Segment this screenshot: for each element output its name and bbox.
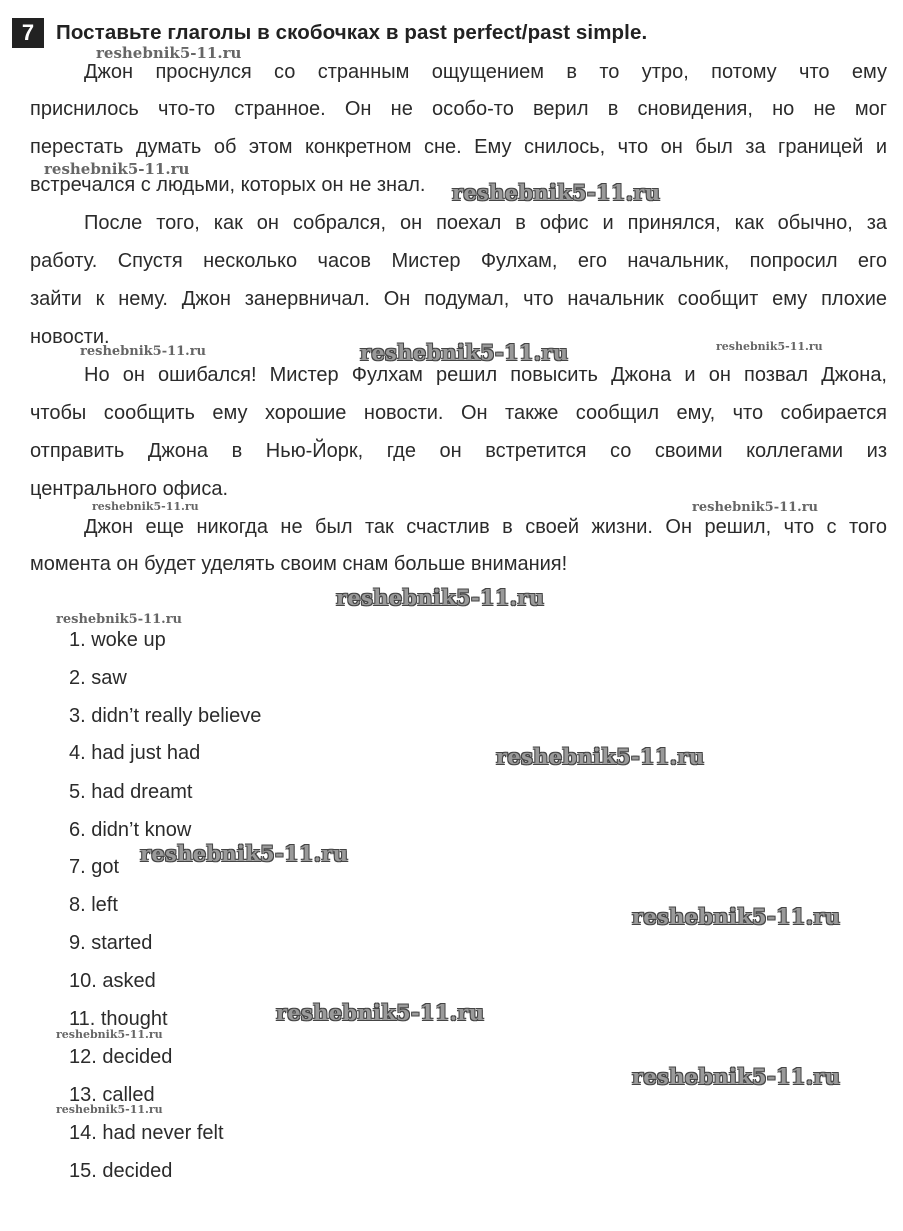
- answer-item-7: 7. got: [69, 856, 120, 878]
- paragraph-1-line-3: перестать думать об этом конкретном сне. Ему снилось, что он был за границей и: [30, 136, 887, 158]
- paragraph-2-line-3: зайти к нему. Джон занервничал. Он подумал, что начальник сообщит ему плохие: [30, 288, 887, 310]
- paragraph-2-line-1: После того, как он собрался, он поехал в офис и принялся, как обычно, за: [84, 212, 887, 234]
- answer-item-5: 5. had dreamt: [69, 781, 193, 803]
- watermark: reshebnik5-11.ru: [140, 841, 349, 866]
- answer-item-8: 8. left: [69, 894, 118, 916]
- answer-item-13: 13. called: [69, 1084, 155, 1106]
- task-title: Поставьте глаголы в скобочках в past perfect/past simple.: [56, 21, 648, 44]
- answer-item-4: 4. had just had: [69, 742, 201, 764]
- answer-item-12: 12. decided: [69, 1046, 173, 1068]
- task-number-badge: 7: [12, 18, 44, 48]
- watermark: reshebnik5-11.ru: [80, 344, 207, 359]
- answer-item-3: 3. didn’t really believe: [69, 705, 262, 727]
- paragraph-3-line-3: отправить Джона в Нью-Йорк, где он встретится со своими коллегами из: [30, 440, 887, 462]
- watermark: reshebnik5-11.ru: [96, 44, 242, 62]
- watermark: reshebnik5-11.ru: [56, 1103, 163, 1116]
- watermark: reshebnik5-11.ru: [716, 340, 823, 353]
- answer-item-10: 10. asked: [69, 970, 156, 992]
- paragraph-1-line-4: встречался с людьми, которых он не знал.: [30, 174, 426, 196]
- watermark: reshebnik5-11.ru: [92, 500, 199, 513]
- answer-item-14: 14. had never felt: [69, 1122, 224, 1144]
- paragraph-4-line-1: Джон еще никогда не был так счастлив в своей жизни. Он решил, что с того: [84, 516, 887, 538]
- watermark: reshebnik5-11.ru: [692, 500, 819, 515]
- watermark: reshebnik5-11.ru: [496, 744, 705, 769]
- paragraph-3-line-2: чтобы сообщить ему хорошие новости. Он также сообщил ему, что собирается: [30, 402, 887, 424]
- answer-item-6: 6. didn’t know: [69, 819, 192, 841]
- answer-item-11: 11. thought: [69, 1008, 168, 1030]
- watermark: reshebnik5-11.ru: [44, 160, 190, 178]
- watermark: reshebnik5-11.ru: [360, 340, 569, 365]
- watermark: reshebnik5-11.ru: [276, 1000, 485, 1025]
- watermark: reshebnik5-11.ru: [452, 180, 661, 205]
- answer-item-2: 2. saw: [69, 667, 127, 689]
- answer-item-1: 1. woke up: [69, 629, 166, 651]
- paragraph-1-line-1: Джон проснулся со странным ощущением в то утро, потому что ему: [84, 61, 887, 83]
- paragraph-3-line-4: центрального офиса.: [30, 478, 229, 500]
- watermark: reshebnik5-11.ru: [56, 1028, 163, 1041]
- paragraph-3-line-1: Но он ошибался! Мистер Фулхам решил повысить Джона и он позвал Джона,: [84, 364, 887, 386]
- watermark: reshebnik5-11.ru: [336, 585, 545, 610]
- paragraph-2-line-4: новости.: [30, 326, 110, 348]
- answer-item-15: 15. decided: [69, 1160, 173, 1182]
- answer-item-9: 9. started: [69, 932, 153, 954]
- watermark: reshebnik5-11.ru: [632, 904, 841, 929]
- watermark: reshebnik5-11.ru: [632, 1064, 841, 1089]
- watermark: reshebnik5-11.ru: [56, 612, 183, 627]
- paragraph-4-line-2: момента он будет уделять своим снам больше внимания!: [30, 553, 568, 575]
- paragraph-2-line-2: работу. Спустя несколько часов Мистер Фулхам, его начальник, попросил его: [30, 250, 887, 272]
- paragraph-1-line-2: приснилось что-то странное. Он не особо-то верил в сновидения, но не мог: [30, 98, 887, 120]
